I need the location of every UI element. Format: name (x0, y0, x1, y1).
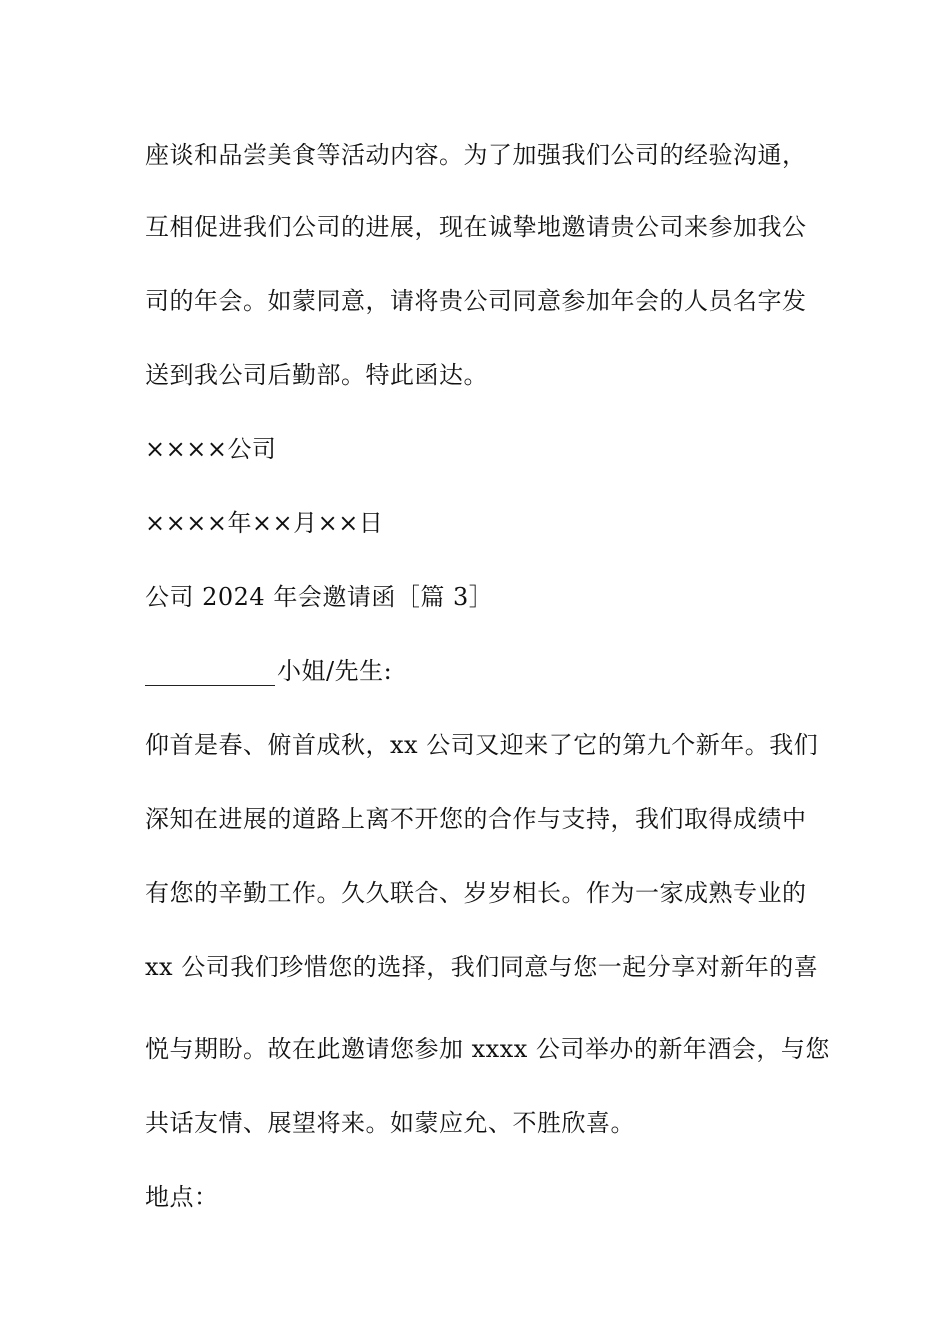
body-text-line: 座谈和品尝美食等活动内容。为了加强我们公司的经验沟通， (145, 141, 807, 169)
body-text-line: 悦与期盼。故在此邀请您参加 xxxx 公司举办的新年酒会，与您 (145, 1035, 830, 1063)
body-text-line: 仰首是春、俯首成秋，xx 公司又迎来了它的第九个新年。我们 (145, 731, 819, 759)
name-blank (145, 659, 275, 686)
body-text-line: 有您的辛勤工作。久久联合、岁岁相长。作为一家成熟专业的 (145, 879, 807, 907)
body-text-line: 深知在进展的道路上离不开您的合作与支持，我们取得成绩中 (145, 805, 807, 833)
body-text-line: 互相促进我们公司的进展，现在诚挚地邀请贵公司来参加我公 (145, 213, 807, 241)
body-text-line: 司的年会。如蒙同意，请将贵公司同意参加年会的人员名字发 (145, 287, 807, 315)
section-title: 公司 2024 年会邀请函［篇 3］ (145, 583, 494, 611)
company-signature: ××××公司 (145, 435, 277, 463)
location-label: 地点： (145, 1183, 219, 1211)
body-text-line: 共话友情、展望将来。如蒙应允、不胜欣喜。 (145, 1109, 635, 1137)
salutation-text: 小姐/先生: (277, 657, 393, 685)
body-text-line: 送到我公司后勤部。特此函达。 (145, 361, 488, 389)
date-line: ××××年××月××日 (145, 509, 384, 537)
body-text-line: xx 公司我们珍惜您的选择，我们同意与您一起分享对新年的喜 (145, 953, 819, 981)
salutation (145, 656, 815, 686)
